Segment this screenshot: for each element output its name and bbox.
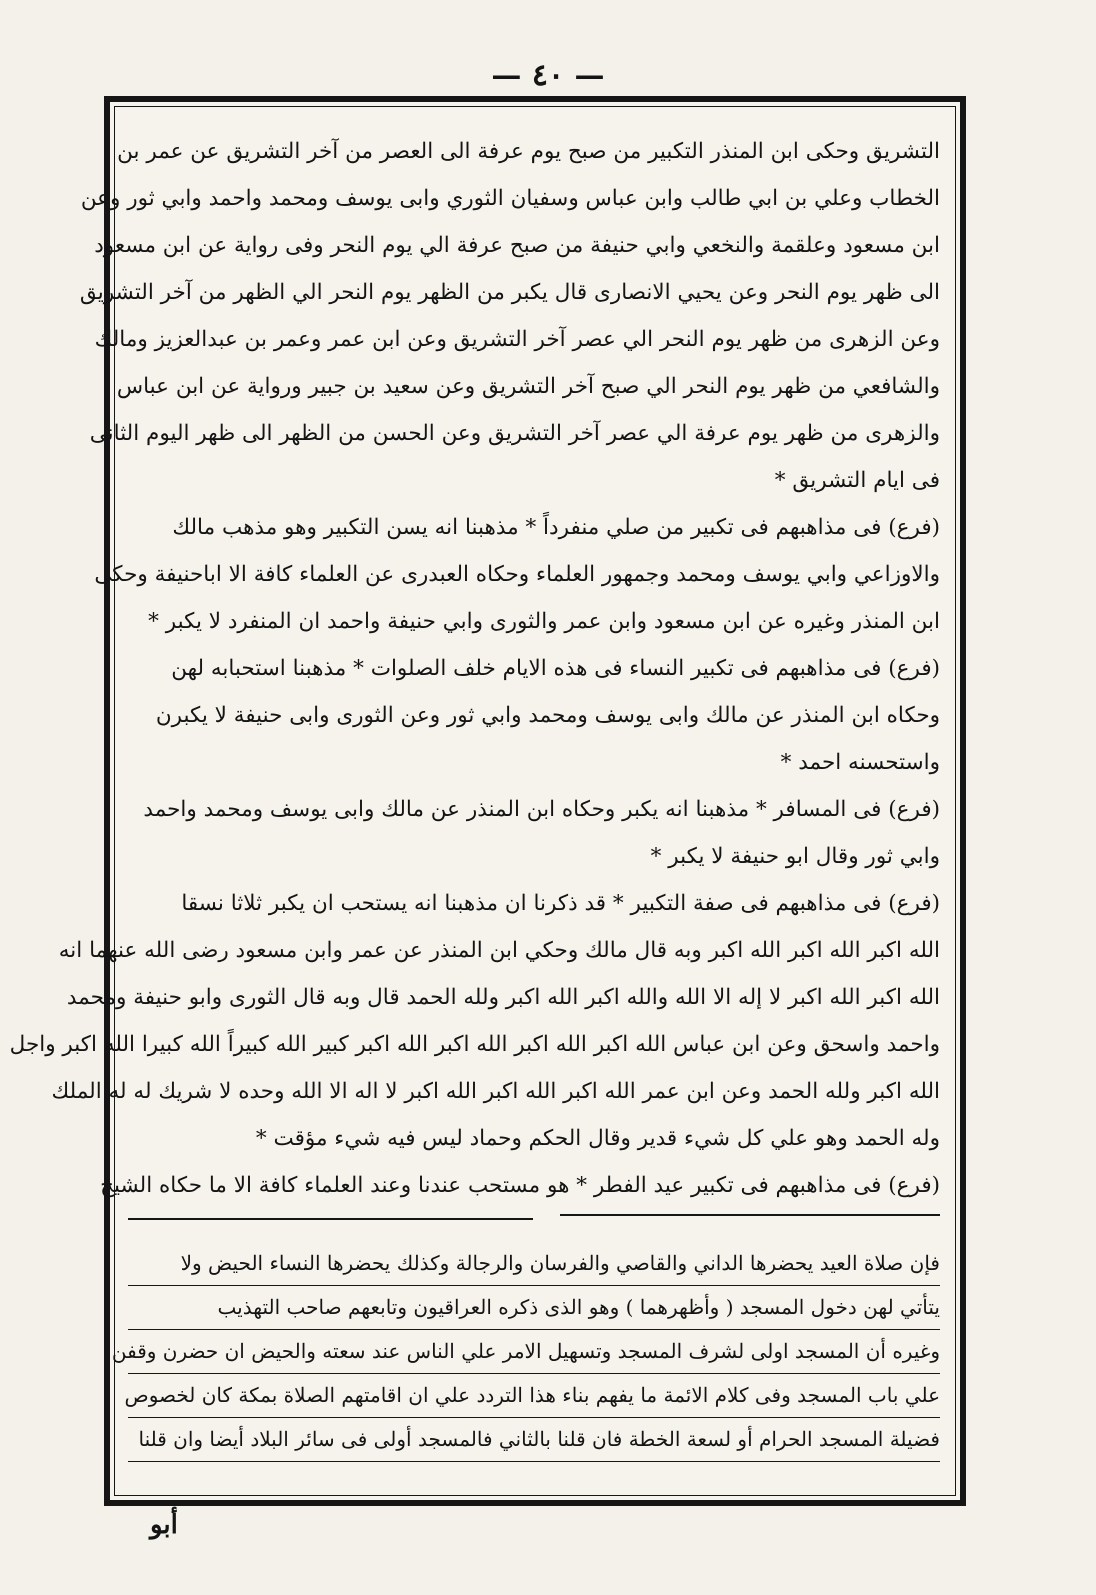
main-line: الله اكبر الله اكبر الله اكبر وبه قال مالك وحكي ابن المنذر عن عمر وابن مسعود رضى الله عنهما انه	[58, 938, 940, 963]
main-line: والاوزاعي وابي يوسف ومحمد وجمهور العلماء وحكاه العبدرى عن العلماء كافة الا اباحنيفة وحكى	[94, 562, 940, 587]
main-line: واحمد واسحق وعن ابن عباس الله اكبر الله اكبر الله اكبر الله اكبر كبير الله كبيراً الله كبيرا الله اكبر واجل	[9, 1032, 940, 1057]
main-line: واستحسنه احمد *	[780, 750, 940, 775]
main-line: وعن الزهرى من ظهر يوم النحر الي عصر آخر التشريق وعن ابن عمر وعمر بن عبدالعزيز ومالك	[94, 327, 940, 352]
main-line: وله الحمد وهو علي كل شيء قدير وقال الحكم وحماد ليس فيه شيء مؤقت *	[255, 1126, 940, 1151]
main-line: والزهرى من ظهر يوم عرفة الي عصر آخر التشريق وعن الحسن من الظهر الى ظهر اليوم الثانى	[89, 421, 940, 446]
main-line: (فرع) فى مذاهبهم فى تكبير النساء فى هذه الايام خلف الصلوات * مذهبنا استحبابه لهن	[171, 656, 940, 681]
main-line: التشريق وحكى ابن المنذر التكبير من صبح يوم عرفة الى العصر من آخر التشريق عن عمر بن	[117, 139, 940, 164]
main-line: وحكاه ابن المنذر عن مالك وابى يوسف ومحمد وابي ثور وعن الثورى وابى حنيفة لا يكبرن	[155, 703, 940, 728]
footnote-separator	[128, 1214, 940, 1224]
main-line: (فرع) فى مذاهبهم فى تكبير عيد الفطر * هو مستحب عندنا وعند العلماء كافة الا ما حكاه الشيخ	[100, 1173, 940, 1198]
main-text-block	[9, 128, 940, 1209]
main-line: ابن مسعود وعلقمة والنخعي وابي حنيفة من صبح عرفة الي يوم النحر وفى رواية عن ابن مسعود	[94, 233, 940, 258]
main-line: (فرع) فى المسافر * مذهبنا انه يكبر وحكاه ابن المنذر عن مالك وابى يوسف ومحمد واحمد	[143, 797, 940, 822]
separator-rule-left	[128, 1218, 533, 1220]
main-line: (فرع) فى مذاهبهم فى تكبير من صلي منفرداً * مذهبنا انه يسن التكبير وهو مذهب مالك	[172, 515, 940, 540]
main-line: الله اكبر ولله الحمد وعن ابن عمر الله اكبر الله اكبر الله اكبر لا اله الا الله وحده لا شريك له له الملك	[51, 1079, 940, 1104]
footnote-line: علي باب المسجد وفى كلام الائمة ما يفهم بناء هذا التردد علي ان اقامتهم الصلاة بمكة كان لخصوص	[128, 1374, 940, 1418]
footnote-block	[111, 1242, 940, 1462]
main-line: (فرع) فى مذاهبهم فى صفة التكبير * قد ذكرنا ان مذهبنا انه يستحب ان يكبر ثلاثا نسقا	[181, 891, 940, 916]
page-number: — ٤٠ —	[491, 58, 605, 93]
main-line: الله اكبر الله اكبر لا إله الا الله والله اكبر الله اكبر ولله الحمد قال وبه قال الثورى وابو حنيفة ومحمد	[66, 985, 940, 1010]
footnote-line: وغيره أن المسجد اولى لشرف المسجد وتسهيل الامر علي الناس عند سعته والحيض ان حضرن وقفن	[128, 1330, 940, 1374]
footnote-line: فإن صلاة العيد يحضرها الداني والقاصي والفرسان والرجالة وكذلك يحضرها النساء الحيض ولا	[128, 1242, 940, 1286]
main-line: ابن المنذر وغيره عن ابن مسعود وابن عمر والثورى وابي حنيفة واحمد ان المنفرد لا يكبر *	[148, 609, 940, 634]
main-line: الى ظهر يوم النحر وعن يحيي الانصارى قال يكبر من الظهر يوم النحر الي الظهر من آخر التشريق	[79, 280, 940, 305]
page-frame	[9, 96, 966, 1506]
main-line: الخطاب وعلي بن ابي طالب وابن عباس وسفيان الثوري وابى يوسف ومحمد واحمد وابي ثور وعن	[80, 186, 940, 211]
separator-rule-right	[560, 1214, 940, 1216]
main-line: والشافعي من ظهر يوم النحر الي صبح آخر التشريق وعن سعيد بن جبير ورواية عن ابن عباس	[116, 374, 940, 399]
main-line: وابي ثور وقال ابو حنيفة لا يكبر *	[650, 844, 940, 869]
footnote-line: فضيلة المسجد الحرام أو لسعة الخطة فان قلنا بالثاني فالمسجد أولى فى سائر البلاد أيضا وان قلنا	[128, 1418, 940, 1462]
catchword: أبو	[150, 1510, 178, 1540]
footnote-line: يتأتي لهن دخول المسجد ( وأظهرهما ) وهو الذى ذكره العراقيون وتابعهم صاحب التهذيب	[128, 1286, 940, 1330]
main-line: فى ايام التشريق *	[774, 468, 940, 493]
